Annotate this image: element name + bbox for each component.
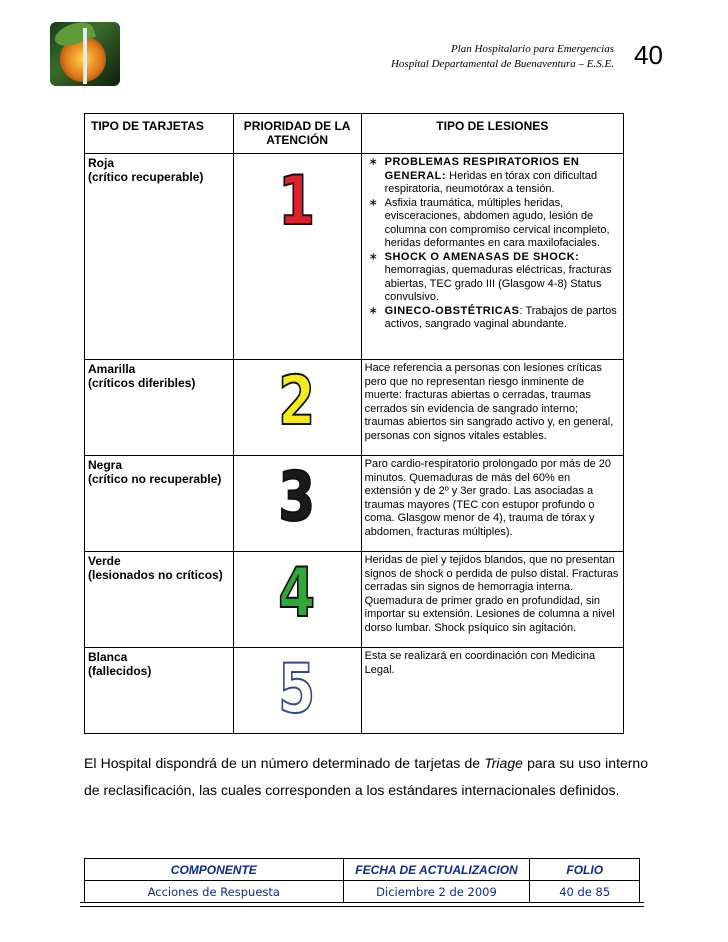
tarjeta-cell [85, 552, 234, 648]
priority-number-5: 5 [278, 650, 316, 729]
lesiones-cell [361, 154, 623, 360]
tarjeta-sub: (fallecidos) [88, 664, 152, 678]
header-tipo-tarjetas: TIPO DE TARJETAS [85, 114, 234, 154]
tarjeta-cell [85, 154, 234, 360]
lesiones-cell: Heridas de piel y tejidos blandos, que no presentan signos de shock o perdida de pulso distal. Fracturas cerradas sin signos de hemorragia interna. Quemadura de primer grado en profundidad, sin importar su extensión. Lesiones de columna a nivel dorso lumbar. Shock psíquico sin agitación. [361, 552, 623, 648]
lesiones-cell: Esta se realizará en coordinación con Medicina Legal. [361, 648, 623, 734]
tarjeta-sub: (crítico no recuperable) [88, 472, 222, 486]
priority-cell [233, 154, 361, 360]
table-row [85, 154, 624, 360]
tarjeta-cell [85, 360, 234, 456]
paragraph-after: para su uso interno de reclasificación, las cuales corresponden a los estándares internacionales definidos. [84, 755, 648, 798]
header-plan-title: Plan Hospitalario para Emergencias [450, 43, 614, 55]
list-item [365, 197, 620, 251]
body-paragraph [84, 750, 648, 804]
footer-value-row [85, 881, 640, 903]
tarjeta-sub: (crítico recuperable) [88, 170, 204, 184]
tarjeta-cell [85, 456, 234, 552]
logo-staff-icon [83, 28, 87, 84]
paragraph-before: El Hospital dispondrá de un número determinado de tarjetas de [84, 755, 485, 771]
table-row [85, 648, 624, 734]
document-header [391, 42, 614, 72]
header-prioridad: PRIORIDAD DE LA ATENCIÓN [233, 114, 361, 154]
footer-header-folio: FOLIO [530, 859, 640, 881]
tarjeta-name: Blanca [88, 650, 128, 664]
list-item [365, 251, 620, 305]
priority-number-1: 1 [278, 162, 316, 241]
lesion-text: : Trabajos de partos activos, sangrado vaginal abundante. [384, 304, 617, 330]
priority-number-3: 3 [278, 458, 316, 537]
tarjeta-sub: (lesionados no críticos) [88, 568, 223, 582]
footer-fecha-value: Diciembre 2 de 2009 [343, 881, 530, 903]
footer-table [84, 858, 640, 903]
header-hospital-name: Hospital Departamental de Buenaventura – E.S.E. [390, 58, 614, 70]
priority-cell [233, 456, 361, 552]
page-number: 40 [634, 40, 663, 70]
tarjeta-name: Roja [88, 156, 115, 170]
tarjeta-name: Amarilla [88, 362, 136, 376]
tarjeta-sub: (críticos diferibles) [88, 376, 196, 390]
hospital-logo [50, 22, 120, 86]
lesion-title: SHOCK O AMENASAS DE SHOCK: [384, 250, 580, 263]
list-item [365, 305, 620, 332]
lesion-title: GINECO-OBSTÉTRICAS [384, 304, 520, 317]
footer-header-componente: COMPONENTE [85, 859, 344, 881]
table-header-row [85, 114, 624, 154]
footer-header-row [85, 859, 640, 881]
lesion-text: hemorragias, quemaduras eléctricas, fracturas abiertas, TEC grado III (Glasgow 4-8) Status convulsivo. [384, 264, 612, 303]
table-row [85, 360, 624, 456]
lesiones-list [365, 156, 620, 332]
table-row [85, 552, 624, 648]
lesion-text: Asfixia traumática, múltiples heridas, evisceraciones, abdomen agudo, lesión de columna con compromiso cervical incompleto, heridas deformantes en cara maxilofaciales. [384, 196, 610, 249]
footer-componente-value: Acciones de Respuesta [85, 881, 344, 903]
priority-number-2: 2 [278, 362, 316, 441]
footer-rule [80, 902, 644, 907]
priority-cell [233, 360, 361, 456]
footer-folio-value: 40 de 85 [530, 881, 640, 903]
tarjeta-name: Verde [88, 554, 121, 568]
priority-cell [233, 552, 361, 648]
lesion-text: Heridas en tórax con dificultad respiratoria, neumotórax a tensión. [384, 169, 598, 195]
footer-header-fecha: FECHA DE ACTUALIZACION [343, 859, 530, 881]
tarjeta-name: Negra [88, 458, 123, 472]
table-row [85, 456, 624, 552]
list-item [365, 156, 620, 197]
lesiones-cell: Hace referencia a personas con lesiones críticas pero que no representan riesgo inminente de muerte: fracturas abiertas o cerradas, traumas cerrados sin evidencia de sangrado interno; traumas abiertos sin sangrado activo y, en general, personas con signos vitales estables. [361, 360, 623, 456]
paragraph-emph: Triage [484, 755, 523, 771]
priority-cell [233, 648, 361, 734]
tarjeta-cell [85, 648, 234, 734]
header-tipo-lesiones: TIPO DE LESIONES [361, 114, 623, 154]
priority-number-4: 4 [278, 554, 316, 633]
lesion-title: PROBLEMAS RESPIRATORIOS EN GENERAL: [384, 156, 580, 182]
lesiones-cell: Paro cardio-respiratorio prolongado por más de 20 minutos. Quemaduras de más del 60% en extensión y de 2º y 3er grado. Las asociadas a traumas mayores (TEC con estupor profundo o coma. Glasgow menor de 4), trauma de tórax y abdomen, fracturas múltiples). [361, 456, 623, 552]
triage-table [84, 113, 624, 734]
